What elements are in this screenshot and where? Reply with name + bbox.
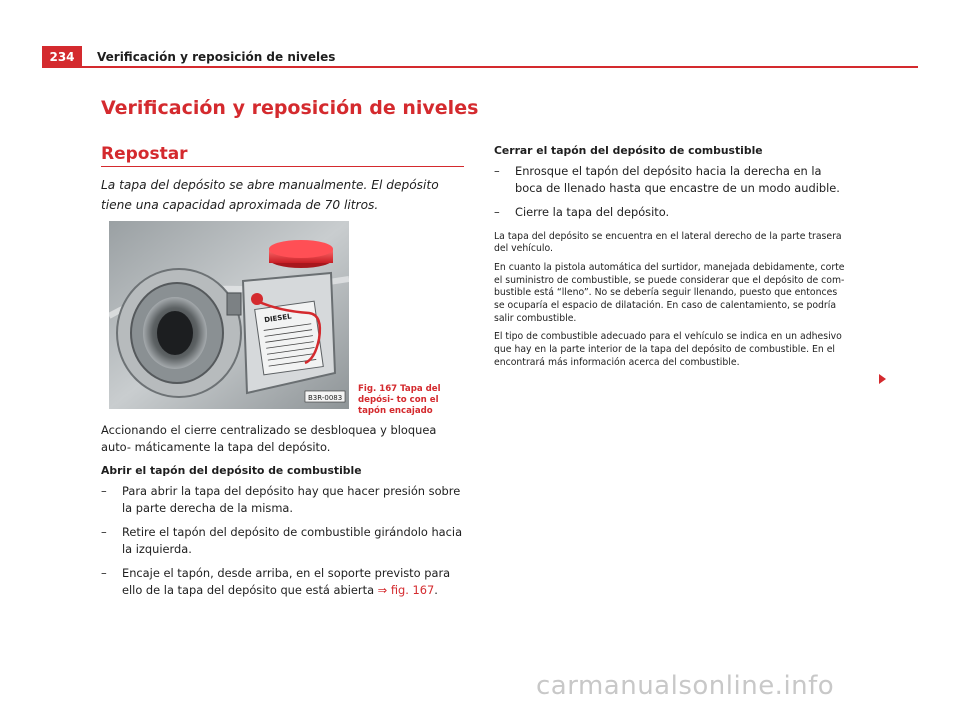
watermark: carmanualsonline.info xyxy=(536,671,835,701)
step-item xyxy=(101,483,469,516)
intro-paragraph: Accionando el cierre centralizado se desbloquea y bloquea auto- máticamente la tapa del depósito. xyxy=(101,423,437,454)
step-text: Enrosque el tapón del depósito hacia la derecha en la boca de llenado hasta que encastre de un modo audible. xyxy=(515,164,840,195)
figure-code: B3R-0083 xyxy=(308,394,343,402)
step-text: Encaje el tapón, desde arriba, en el soporte previsto para ello de la tapa del depósito que está abierta xyxy=(122,566,451,597)
note-paragraph: En cuanto la pistola automática del surtidor, manejada debidamente, corte el suministro de combustible, se puede considerar que el depósito de com- bustible está “lleno”. No se debería seguir llenando, puesto que entonces se ocuparía el espacio de dilatación. En caso de calentamiento, se podría salir combustible. xyxy=(494,261,845,324)
step-item xyxy=(101,565,469,598)
fuel-filler-figure xyxy=(109,221,349,409)
step-text: Cierre la tapa del depósito. xyxy=(515,205,670,219)
step-text: Para abrir la tapa del depósito hay que hacer presión sobre la parte derecha de la misma. xyxy=(122,484,461,515)
step-text: Retire el tapón del depósito de combustible girándolo hacia la izquierda. xyxy=(122,525,463,556)
fuel-filler-illustration xyxy=(109,221,349,409)
page-number: 234 xyxy=(42,46,82,68)
section-title: Repostar xyxy=(101,144,188,164)
section-rule xyxy=(101,166,464,167)
header-rule xyxy=(82,66,918,68)
step-item xyxy=(494,163,849,196)
dash-bullet: – xyxy=(494,164,500,178)
dash-bullet: – xyxy=(101,525,107,539)
close-cap-subheading: Cerrar el tapón del depósito de combustible xyxy=(494,144,763,157)
figure-caption: Fig. 167 Tapa del depósi- to con el tapón encajado xyxy=(358,384,441,416)
left-column xyxy=(101,422,469,598)
note-paragraph: La tapa del depósito se encuentra en el lateral derecho de la parte trasera del vehículo. xyxy=(494,230,842,255)
right-column xyxy=(494,143,849,370)
page-title: Verificación y reposición de niveles xyxy=(101,97,479,119)
step-period: . xyxy=(434,582,438,597)
continue-arrow-icon xyxy=(879,374,886,384)
open-cap-subheading: Abrir el tapón del depósito de combustible xyxy=(101,464,362,477)
dash-bullet: – xyxy=(101,484,107,498)
sticker-label: DIESEL xyxy=(263,312,293,325)
dash-bullet: – xyxy=(101,566,107,580)
intro-text: La tapa del depósito se abre manualmente. El depósito tiene una capacidad aproximada de 70 litros. xyxy=(101,178,439,212)
dash-bullet: – xyxy=(494,205,500,219)
note-paragraph: El tipo de combustible adecuado para el vehículo se indica en un adhesivo que hay en la parte interior de la tapa del depósito de combustible. En el encontrará más información acerca del combustible. xyxy=(494,331,842,368)
figure-reference-link[interactable]: ⇒ fig. 167 xyxy=(377,582,435,597)
step-item xyxy=(494,204,849,221)
step-item xyxy=(101,524,469,557)
running-header-title: Verificación y reposición de niveles xyxy=(97,50,336,64)
